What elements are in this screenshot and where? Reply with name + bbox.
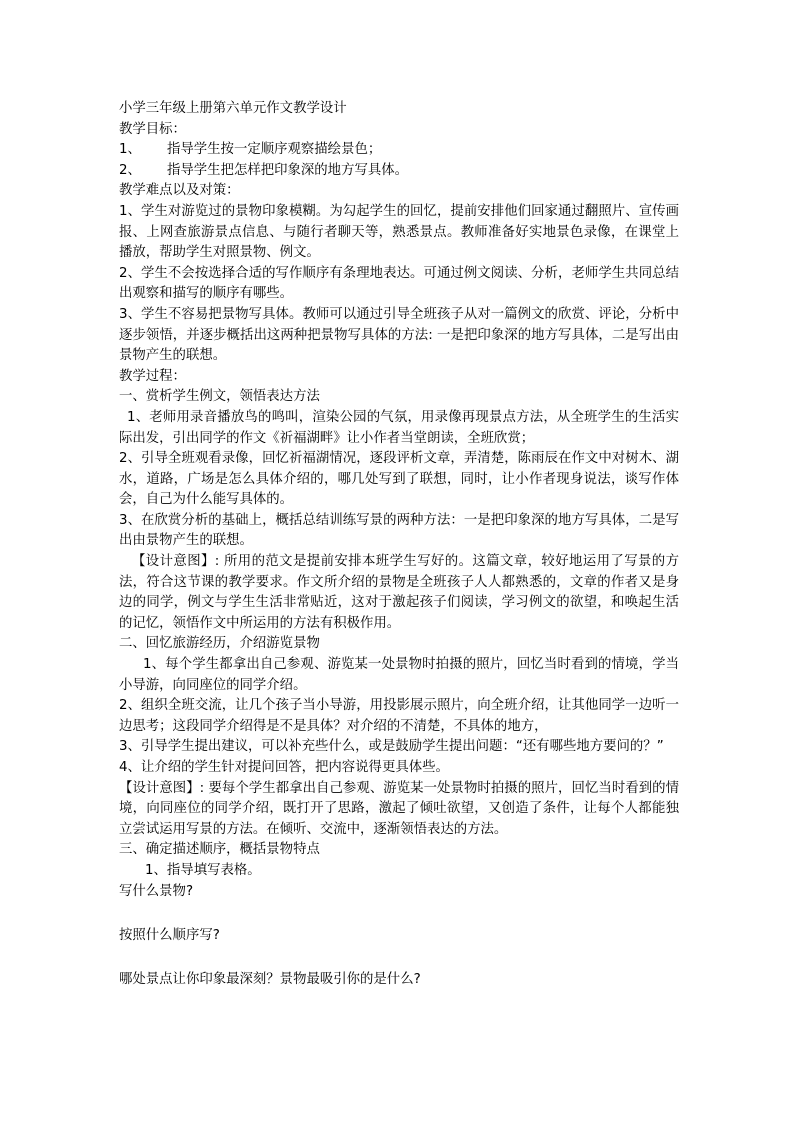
section-item: 1、老师用录音播放鸟的鸣叫，渲染公园的气氛，用录像再现景点方法，从全班学生的生活实际出发，引出同学的作文《祈福湖畔》让小作者当堂朗读，全班欣赏； xyxy=(119,409,679,446)
difficulty-item: 3、学生不容易把景物写具体。教师可以通过引导全班孩子从对一篇例文的欣赏、评论，分析中逐步领悟，并逐步概括出这两种把景物写具体的方法: 一是把印象深的地方写具体，二是写出由景物产生的联想。 xyxy=(119,306,679,364)
design-intent: 【设计意图】: 要每个学生都拿出自己参观、游览某一处景物时拍摄的照片，回忆当时看到的情境，向同座位的同学介绍，既打开了思路，激起了倾吐欲望，又创造了条件，让每个人都能独立尝试运用写景的方法。在倾听、交流中，逐渐领悟表达的方法。 xyxy=(119,780,679,837)
goal-text: 指导学生按一定顺序观察描绘景色； xyxy=(167,142,382,158)
question-scenery: 写什么景物? xyxy=(119,883,194,899)
difficulty-item: 2、学生不会按选择合适的写作顺序有条理地表达。可通过例文阅读、分析，老师学生共同总结出观察和描写的顺序有哪些。 xyxy=(119,265,679,302)
section-item: 2、组织全班交流，让几个孩子当小导游，用投影展示照片，向全班介绍，让其他同学一边听一边思考；这段同学介绍得是不是具体？对介绍的不清楚，不具体的地方， xyxy=(119,698,679,734)
section-item: 2、引导全班观看录像，回忆祈福湖情况，逐段评析文章，弄清楚，陈雨辰在作文中对树木、湖水，道路，广场是怎么具体介绍的，哪几处写到了联想，同时，让小作者现身说法，谈写作体会，自己为什么能写具体的。 xyxy=(119,451,679,508)
goal-number: 2、 xyxy=(119,162,141,178)
goal-number: 1、 xyxy=(119,142,141,158)
design-intent: 【设计意图】: 所用的范文是提前安排本班学生写好的。这篇文章，较好地运用了写景的方法，符合这节课的教学要求。作文所介绍的景物是全班孩子人人都熟悉的，文章的作者又是身边的同学，例文与学生生活非常贴近，这对于激起孩子们阅读，学习例文的欲望，和唤起生活的记忆，领悟作文中所运用的方法有积极作用。 xyxy=(119,554,679,631)
goal-item xyxy=(119,140,679,161)
question-impression: 哪处景点让你印象最深刻？景物最吸引你的是什么? xyxy=(119,971,421,987)
goal-text: 指导学生把怎样把印象深的地方写具体。 xyxy=(167,162,409,178)
document-title: 小学三年级上册第六单元作文教学设计 xyxy=(119,101,347,116)
section-heading: 三、确定描述顺序，概括景物特点 xyxy=(119,842,320,858)
question-order: 按照什么顺序写? xyxy=(119,927,220,943)
process-heading: 教学过程： xyxy=(119,368,186,384)
section-item: 1、每个学生都拿出自己参观、游览某一处景物时拍摄的照片，回忆当时看到的情境，学当小导游，向同座位的同学介绍。 xyxy=(119,657,679,693)
goal-item xyxy=(119,161,679,182)
section-heading: 二、回忆旅游经历，介绍游览景物 xyxy=(119,636,320,652)
section-item: 1、指导填写表格。 xyxy=(145,862,261,878)
document-page xyxy=(119,99,679,991)
section-item: 3、在欣赏分析的基础上，概括总结训练写景的两种方法：一是把印象深的地方写具体，二是写出由景物产生的联想。 xyxy=(119,512,679,549)
goals-heading: 教学目标： xyxy=(119,121,186,137)
section-heading: 一、赏析学生例文，领悟表达方法 xyxy=(119,389,320,405)
difficulty-item: 1、学生对游览过的景物印象模糊。为勾起学生的回忆，提前安排他们回家通过翻照片、宣传画报、上网查旅游景点信息、与随行者聊天等，熟悉景点。教师准备好实地景色录像，在课堂上播放，帮助学生对照景物、例文。 xyxy=(119,203,679,261)
section-item: 4、让介绍的学生针对提问回答，把内容说得更具体些。 xyxy=(119,760,449,775)
section-item: 3、引导学生提出建议，可以补充些什么，或是鼓励学生提出问题：“还有哪些地方要问的？” xyxy=(119,739,664,755)
difficulty-heading: 教学难点以及对策： xyxy=(119,183,240,199)
